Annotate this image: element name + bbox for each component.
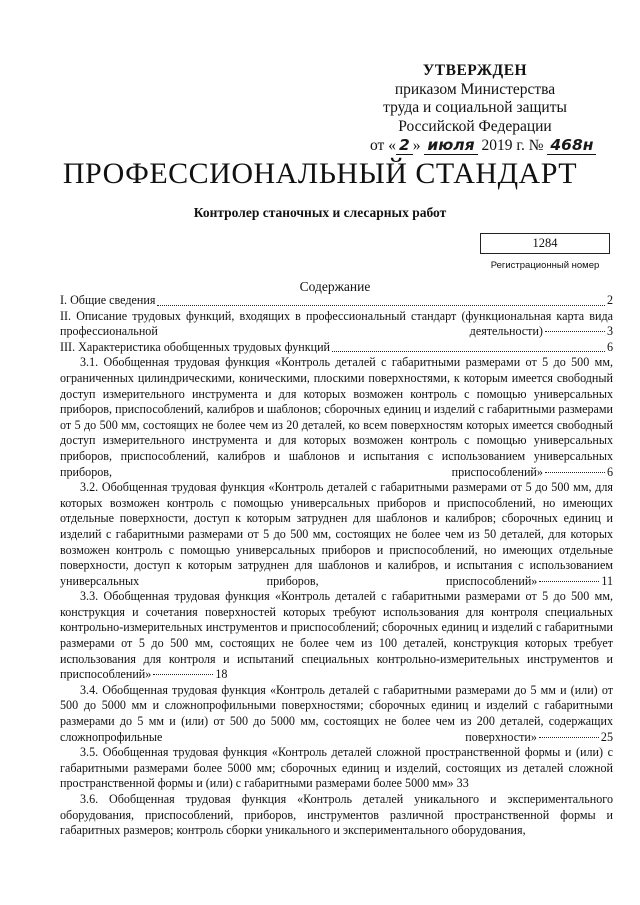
toc-entry-text: I. Общие сведения: [60, 293, 156, 307]
toc-entry-text: 3.3. Обобщенная трудовая функция «Контроль деталей с габаритными размерами от 5 до 500 мм, конструкция и сочетания поверхностей которых требуют использования для контроля специальных контрольно-измерительных инструментов и приспособлений; сборочных единиц и изделий с габаритными размерами от 5 до 500 мм, состоящих не более чем из 100 деталей, конструкция которых требует использования для контроля и испытаний специальных контрольно-измерительных инструментов и приспособлений»: [60, 589, 613, 682]
dot-leader: [545, 472, 605, 473]
toc-entry-3-1[interactable]: [60, 355, 613, 480]
registration-number: 1284: [532, 236, 558, 250]
table-of-contents: [60, 293, 613, 839]
toc-entry-page: 3: [606, 324, 613, 339]
dot-leader: [539, 581, 599, 582]
toc-entry-page: 6: [606, 464, 613, 479]
toc-entry-text: 3.5. Обобщенная трудовая функция «Контроль деталей сложной пространственной формы и (или) с габаритными размерами более 5000 мм; сборочных единиц и изделий, состоящих из деталей сложной пространственной формы и (или) с габаритными размерами более 5000 мм»: [60, 745, 613, 791]
toc-entry-text: 3.6. Обобщенная трудовая функция «Контроль деталей уникального и экспериментального оборудования, приспособлений, приборов, инструментов различной пространственной формы и габаритных размеров; контроль сборки уникального и экспериментального оборудования,: [60, 792, 613, 838]
toc-entry-3-5[interactable]: [60, 745, 613, 792]
dot-leader: [157, 305, 605, 306]
toc-heading: Содержание: [299, 279, 371, 294]
toc-entry-page: 6: [606, 339, 613, 354]
approval-block: [360, 62, 594, 156]
registration-caption: Регистрационный номер: [490, 260, 600, 271]
standard-name: Контролер станочных и слесарных работ: [193, 205, 447, 220]
toc-entry-page: 11: [601, 573, 613, 588]
dot-leader: [153, 674, 213, 675]
toc-entry-3-3[interactable]: [60, 589, 613, 683]
order-month: июля: [424, 136, 477, 155]
order-year: 2019 г.: [481, 137, 525, 154]
number-sign: №: [528, 137, 544, 154]
order-date-line: [360, 136, 594, 156]
toc-entry-1[interactable]: [60, 293, 613, 309]
toc-entry-page: 2: [606, 293, 613, 307]
order-day: 2: [396, 136, 413, 155]
toc-entry-3-4[interactable]: [60, 683, 613, 745]
dot-leader: [539, 737, 599, 738]
from-prefix: от «: [370, 137, 396, 154]
toc-entry-page: 18: [215, 667, 228, 682]
approval-line-1: приказом Министерства: [394, 80, 556, 98]
approved-label: УТВЕРЖДЕН: [422, 62, 528, 79]
toc-entry-text: III. Характеристика обобщенных трудовых функций: [60, 339, 331, 354]
toc-entry-text: 3.1. Обобщенная трудовая функция «Контроль деталей с габаритными размерами от 5 до 500 мм, ограниченных цилиндрическими, коническими, плоскими поверхностями, к которым имеется свободный доступ измерительного инструмента и для которых возможен контроль с помощью универсальных приборов, приспособлений, калибров и шаблонов; сборочных единиц и изделий с габаритными размерами от 5 до 500 мм, состоящих не более чем из 20 деталей, ко всем поверхностям которых имеется свободный доступ измерительного инструмента и для которых возможен контроль с помощью универсальных приборов, приспособлений, калибров и шаблонов и испытания с использованием универсальных приборов, приспособлений»: [60, 355, 613, 479]
close-quote: »: [412, 137, 421, 154]
approval-line-3: Российской Федерации: [398, 117, 552, 135]
approval-line-2: труда и социальной защиты: [383, 99, 567, 116]
dot-leader: [332, 351, 605, 352]
standard-title: ПРОФЕССИОНАЛЬНЫЙ СТАНДАРТ: [62, 157, 578, 190]
toc-entry-text: II. Описание трудовых функций, входящих в профессиональный стандарт (функциональная карта вида профессиональной деятельности): [60, 308, 613, 339]
registration-number-box: [480, 233, 610, 254]
toc-entry-3[interactable]: [60, 340, 613, 356]
toc-entry-text: 3.4. Обобщенная трудовая функция «Контроль деталей с габаритными размерами до 5 мм и (или) от 500 до 5000 мм и сложнопрофильными поверхностями; сборочных единиц и изделий с габаритными размерами до 5 мм и (или) от 500 до 5000 мм, состоящих не более чем из 200 деталей, содержащих сложнопрофильные поверхности»: [60, 682, 613, 744]
toc-entry-text: 3.2. Обобщенная трудовая функция «Контроль деталей с габаритными размерами от 5 до 500 мм, для которых возможен контроль с помощью универсальных приборов и приспособлений, но имеющих отдельные поверхности, доступ к которым затруднен для шаблонов и калибров; сборочных единиц и изделий с габаритными размерами от 5 до 500 мм, состоящих не более чем из 50 деталей, для которых возможен контроль с помощью универсальных приборов и приспособлений, но имеющих отдельные поверхности, доступ к которым затруднен для шаблонов и калибров, и испытания с использованием универсальных приборов, приспособлений»: [60, 480, 613, 588]
toc-entry-3-2[interactable]: [60, 480, 613, 589]
order-number: 468н: [547, 136, 596, 155]
toc-entry-3-6[interactable]: [60, 792, 613, 839]
dot-leader: [545, 331, 605, 332]
toc-entry-2[interactable]: [60, 309, 613, 340]
toc-entry-page: 25: [600, 729, 613, 744]
toc-entry-page: 33: [456, 776, 469, 791]
